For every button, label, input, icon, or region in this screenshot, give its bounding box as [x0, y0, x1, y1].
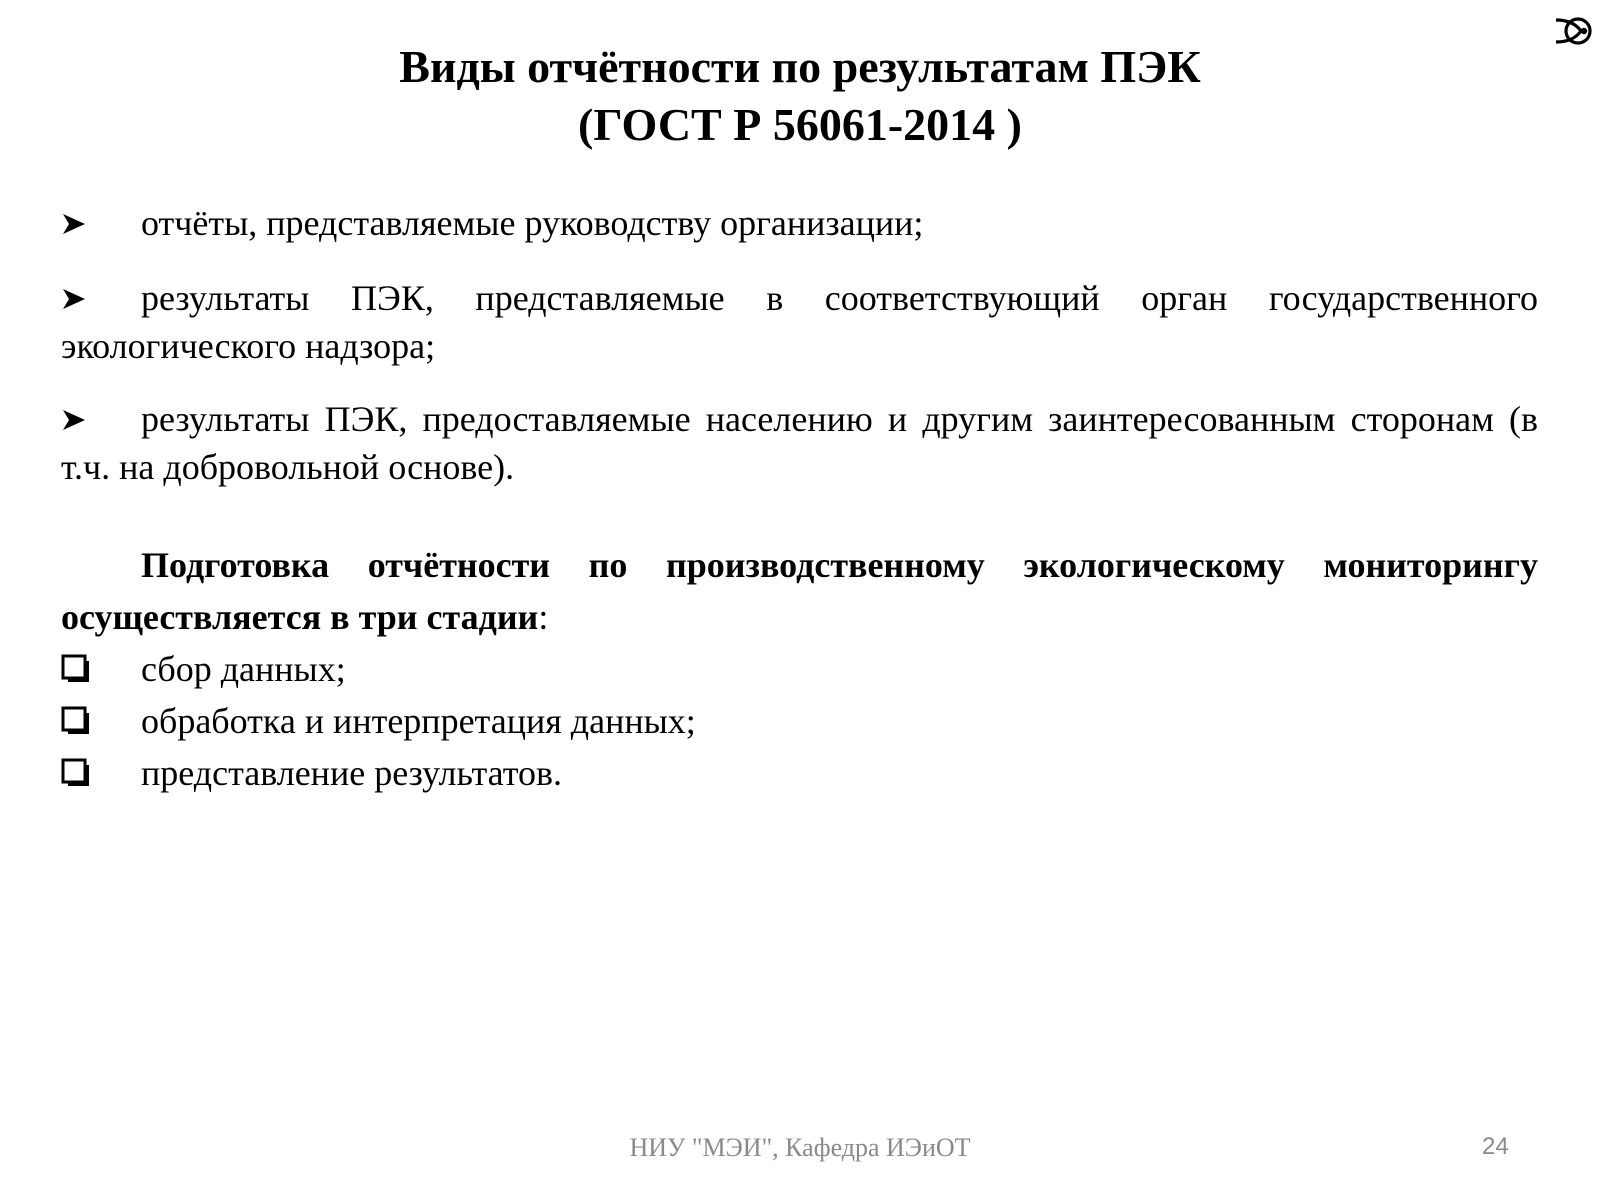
stage-item [61, 643, 1538, 695]
arrow-bullet-icon [61, 395, 141, 443]
arrow-bullet-icon [61, 274, 141, 322]
report-type-text: результаты ПЭК, предоставляемые населению и другим заинтересованным сторонам (в т.ч. на добровольной основе). [61, 399, 1538, 487]
page-number: 24 [1482, 1133, 1509, 1160]
stages-list [61, 643, 1538, 799]
arrow-bullet-icon [61, 199, 141, 247]
report-type-item [61, 395, 1538, 491]
title-line-1: Виды отчётности по результатам ПЭК [399, 41, 1201, 92]
stage-text: представление результатов. [141, 753, 562, 793]
report-type-item [61, 274, 1538, 370]
report-type-text: отчёты, представляемые руководству организации; [141, 203, 924, 243]
checkbox-bullet-icon [61, 654, 141, 684]
stage-item [61, 695, 1538, 747]
title-line-2: (ГОСТ Р 56061-2014 ) [578, 99, 1022, 150]
stages-lead-bold: Подготовка отчётности по производственному экологическому мониторингу осуществляется в три стадии [61, 545, 1538, 637]
stages-lead-paragraph [61, 539, 1538, 643]
stage-item [61, 747, 1538, 799]
slide-title [0, 38, 1600, 154]
stages-lead-tail: : [538, 597, 549, 637]
checkbox-bullet-icon [61, 758, 141, 788]
report-type-text: результаты ПЭК, представляемые в соответствующий орган государственного экологического надзора; [61, 278, 1538, 366]
slide-content [61, 199, 1538, 799]
report-type-item [61, 199, 1538, 247]
footer-organization: НИУ "МЭИ", Кафедра ИЭиОТ [629, 1133, 971, 1162]
stage-text: сбор данных; [141, 649, 346, 689]
stage-text: обработка и интерпретация данных; [141, 701, 696, 741]
checkbox-bullet-icon [61, 706, 141, 736]
